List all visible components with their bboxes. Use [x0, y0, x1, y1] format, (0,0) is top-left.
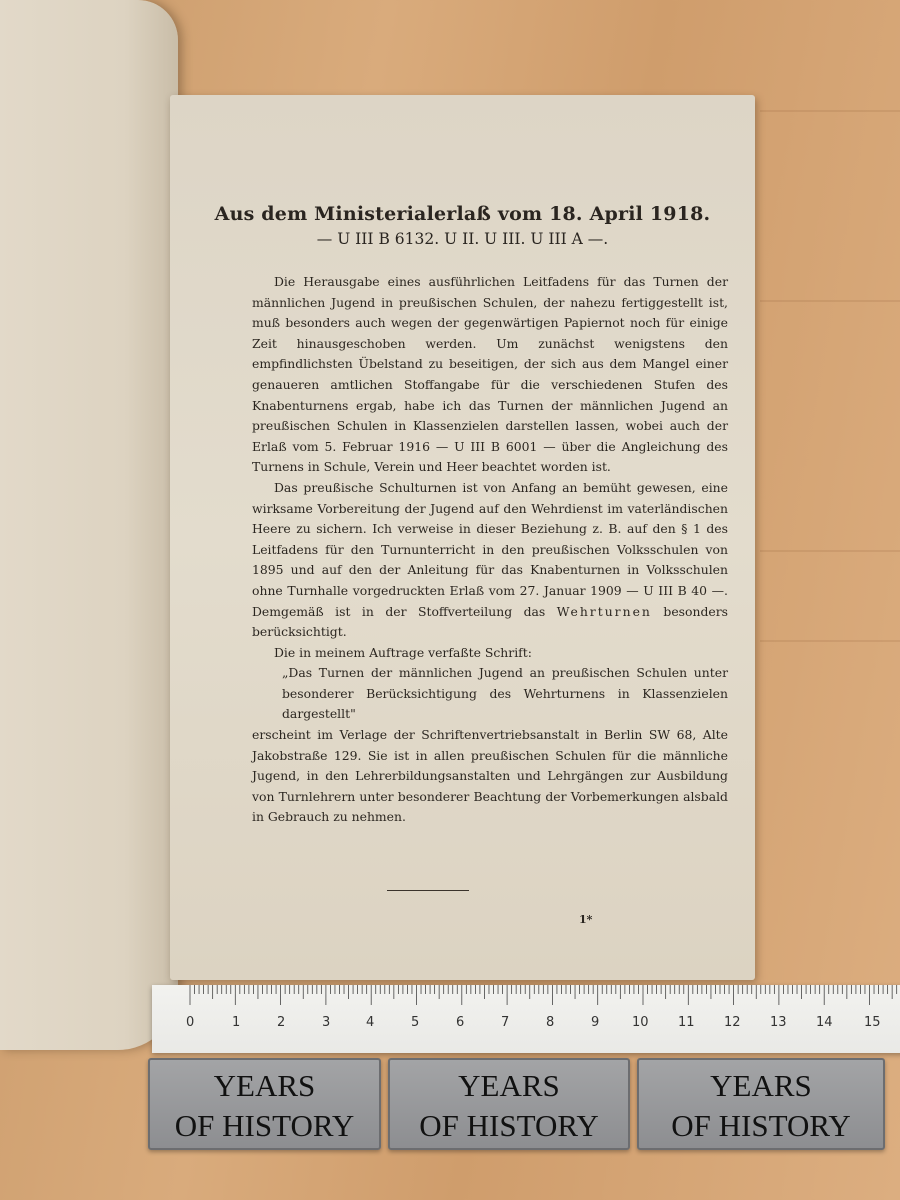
watermark-sign	[637, 1058, 885, 1150]
ruler-label: 10	[632, 1015, 649, 1030]
ruler-label: 12	[724, 1015, 741, 1030]
quoted-title: „Das Turnen der männlichen Jugend an preußischen Schulen unter besonderer Berücksichtigung des Wehrturnens in Klassenzielen dargestellt"	[282, 665, 728, 722]
page-number: 1*	[579, 913, 593, 926]
emphasis-wehrturnen: Wehrturnen	[556, 603, 652, 619]
sign-line-1: YEARS	[213, 1068, 316, 1103]
ruler-label: 4	[366, 1015, 375, 1030]
page-body	[252, 272, 728, 828]
ruler-label: 5	[411, 1015, 420, 1030]
ruler-ticks	[152, 985, 900, 1009]
ruler-label: 1	[232, 1015, 241, 1030]
sign-line-2: OF HISTORY	[174, 1108, 355, 1143]
ruler-label: 14	[816, 1015, 833, 1030]
watermark-sign	[388, 1058, 630, 1150]
ruler-label: 8	[546, 1015, 555, 1030]
sign-line-1: YEARS	[710, 1068, 812, 1103]
ruler-label: 3	[322, 1015, 331, 1030]
ruler-label: 9	[591, 1015, 600, 1030]
left-page	[0, 0, 178, 1050]
paragraph-2	[252, 478, 728, 643]
ruler	[152, 985, 900, 1053]
wood-grain	[760, 550, 900, 552]
wood-grain	[760, 640, 900, 642]
page-title: Aus dem Ministerialerlaß vom 18. April 1918.	[214, 203, 711, 225]
paragraph-3: Die in meinem Auftrage verfaßte Schrift:	[274, 644, 532, 660]
wood-grain	[760, 300, 900, 302]
sign-line-2: OF HISTORY	[419, 1108, 599, 1143]
paragraph-1: Die Herausgabe eines ausführlichen Leitfadens für das Turnen der männlichen Jugend in preußischen Schulen, der nahezu fertiggestellt ist, muß besonders auch wegen der gegenwärtigen Papiernot noch für einige Zeit hinausgeschoben werden. Um zunächst wenigstens den empfindlichsten Übelstand zu beseitigen, der sich aus dem Mangel einer genaueren amtlichen Stoffangabe für die verschiedenen Stufen des Knabenturnens ergab, habe ich das Turnen der männlichen Jugend an preußischen Schulen in Klassenzielen darstellen lassen, wobei auch der Erlaß vom 5. Februar 1916 — U III B 6001 — über die Angleichung des Turnens in Schule, Verein und Heer beachtet worden ist.	[252, 274, 728, 475]
ruler-label: 6	[456, 1015, 465, 1030]
ruler-label: 13	[770, 1015, 787, 1030]
paragraph-4: erscheint im Verlage der Schriftenvertriebsanstalt in Berlin SW 68, Alte Jakobstraße 129. Sie ist in allen preußischen Schulen für die männliche Jugend, in den Lehrerbildungsanstalten und Lehrgängen zur Ausbildung von Turnlehrern unter besonderer Beachtung der Vorbemerkungen alsbald in Gebrauch zu nehmen.	[252, 727, 728, 825]
sign-line-2: OF HISTORY	[671, 1108, 851, 1143]
ruler-label: 15	[864, 1015, 881, 1030]
ruler-label: 0	[186, 1015, 195, 1030]
book-page	[170, 95, 755, 980]
ruler-label: 7	[501, 1015, 510, 1030]
wood-grain	[760, 110, 900, 112]
page-subtitle: — U III B 6132. U II. U III. U III A —.	[316, 230, 609, 248]
ruler-label: 11	[678, 1015, 695, 1030]
sign-line-1: YEARS	[458, 1068, 560, 1103]
ruler-label: 2	[277, 1015, 286, 1030]
paragraph-2-end: besonders berücksichtigt.	[252, 603, 728, 640]
paragraph-2-text: Das preußische Schulturnen ist von Anfang an bemüht gewesen, eine wirksame Vorbereitung der Jugend auf den Wehrdienst im vaterländischen Heere zu sichern. Ich verweise in dieser Beziehung z. B. auf den § 1 des Leitfadens für den Turnunterricht in den preußischen Volksschulen von 1895 und auf den der Anleitung für das Knabenturnen in Volksschulen ohne Turnhalle vorgedruckten Erlaß vom 27. Januar 1909 — U III B 40 —. Demgemäß ist in der Stoffverteilung das	[252, 479, 728, 619]
watermark-sign	[148, 1058, 381, 1150]
divider-line	[387, 890, 469, 891]
